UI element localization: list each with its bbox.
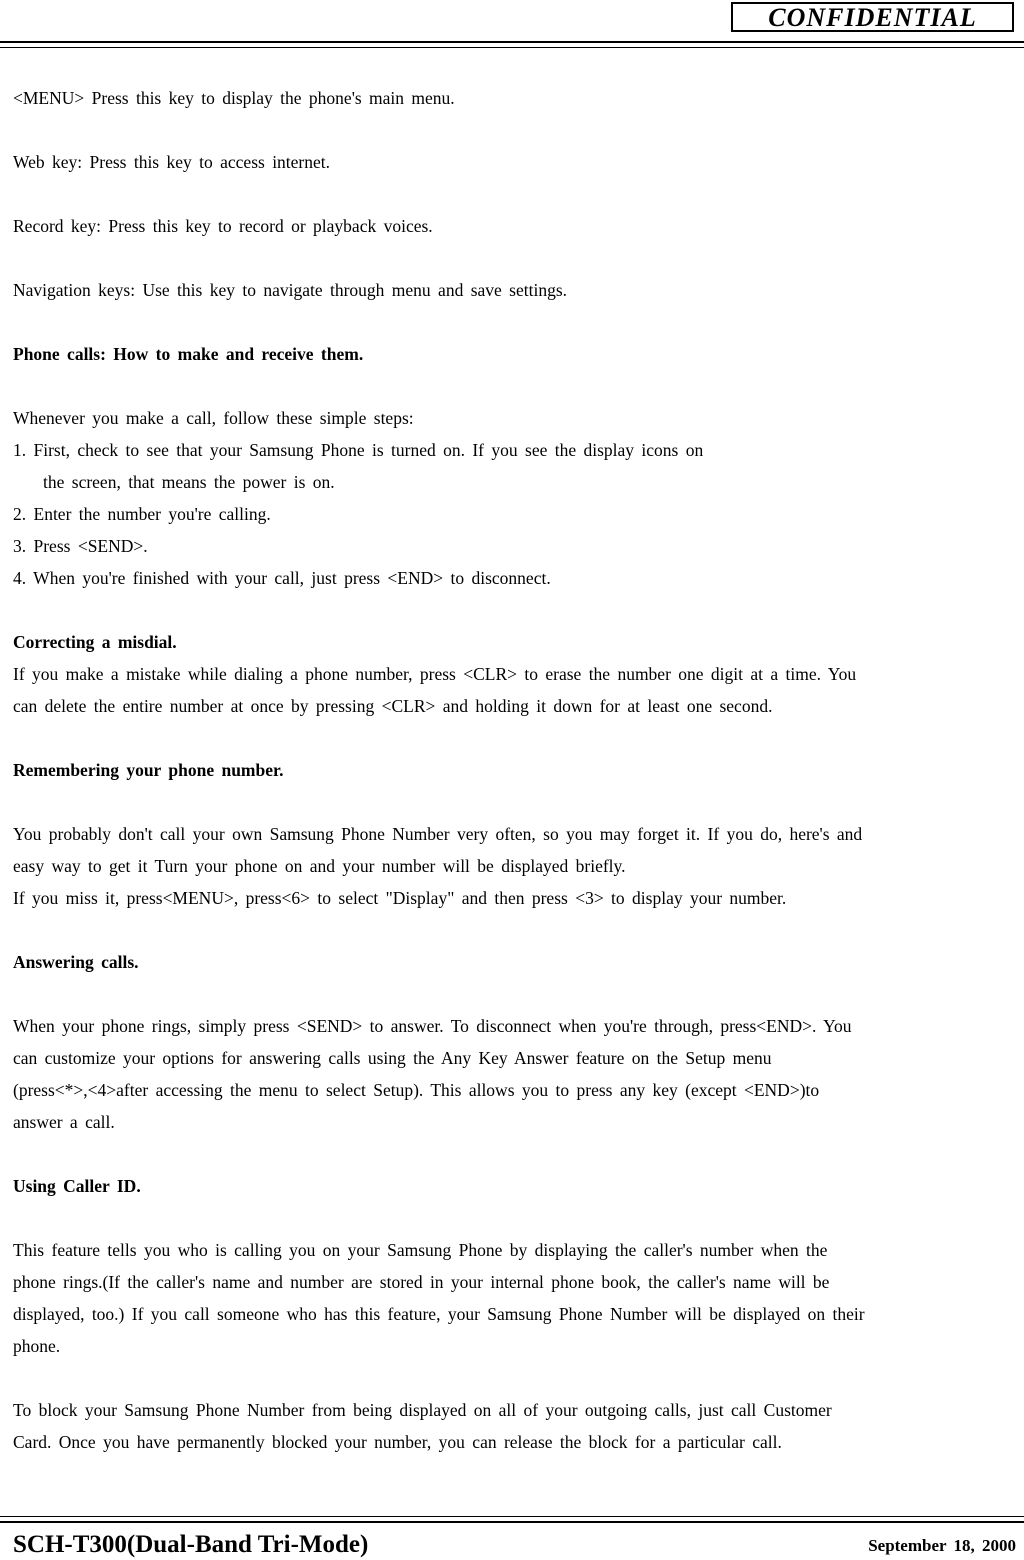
menu-key-text: <MENU> Press this key to display the phone's main menu.: [13, 88, 455, 108]
heading-answering-calls: Answering calls.: [13, 952, 139, 972]
paragraph-line: If you make a mistake while dialing a phone number, press <CLR> to erase the number one digit at a time. You: [13, 664, 857, 684]
footer-rule: [0, 1521, 1024, 1523]
paragraph-line: (press<*>,<4>after accessing the menu to select Setup). This allows you to press any key (except <END>)to: [13, 1080, 820, 1100]
paragraph-line: When your phone rings, simply press <SEND> to answer. To disconnect when you're through, press<END>. You: [13, 1016, 852, 1036]
paragraph-line: Whenever you make a call, follow these simple steps:: [13, 408, 414, 428]
paragraph-line: answer a call.: [13, 1112, 115, 1132]
paragraph-line: You probably don't call your own Samsung Phone Number very often, so you may forget it. If you do, here's and: [13, 824, 863, 844]
paragraph-line: can customize your options for answering calls using the Any Key Answer feature on the Setup menu: [13, 1048, 772, 1068]
paragraph-line: phone rings.(If the caller's name and number are stored in your internal phone book, the caller's name will be: [13, 1272, 830, 1292]
header-rule-thin: [0, 47, 1024, 48]
heading-remembering-number: Remembering your phone number.: [13, 760, 284, 780]
step-1: 1. First, check to see that your Samsung Phone is turned on. If you see the display icons on: [13, 440, 704, 460]
paragraph-line: Card. Once you have permanently blocked your number, you can release the block for a particular call.: [13, 1432, 782, 1452]
navigation-keys-text: Navigation keys: Use this key to navigate through menu and save settings.: [13, 280, 568, 300]
record-key-text: Record key: Press this key to record or playback voices.: [13, 216, 433, 236]
step-1-continued: the screen, that means the power is on.: [43, 472, 335, 492]
heading-caller-id: Using Caller ID.: [13, 1176, 141, 1196]
heading-phone-calls: Phone calls: How to make and receive them.: [13, 344, 364, 364]
header-rule: [0, 41, 1024, 43]
paragraph-line: phone.: [13, 1336, 61, 1356]
web-key-text: Web key: Press this key to access internet.: [13, 152, 331, 172]
paragraph-line: displayed, too.) If you call someone who has this feature, your Samsung Phone Number will be displayed on their: [13, 1304, 865, 1324]
step-4: 4. When you're finished with your call, just press <END> to disconnect.: [13, 568, 551, 588]
footer-model: SCH-T300(Dual-Band Tri-Mode): [13, 1531, 369, 1558]
step-2: 2. Enter the number you're calling.: [13, 504, 271, 524]
paragraph-line: To block your Samsung Phone Number from being displayed on all of your outgoing calls, just call Customer: [13, 1400, 832, 1420]
paragraph-line: can delete the entire number at once by pressing <CLR> and holding it down for at least one second.: [13, 696, 773, 716]
paragraph-line: easy way to get it Turn your phone on and your number will be displayed briefly.: [13, 856, 626, 876]
footer-date: September 18, 2000: [868, 1536, 1016, 1555]
paragraph-line: This feature tells you who is calling you on your Samsung Phone by displaying the caller's number when the: [13, 1240, 828, 1260]
confidential-label: CONFIDENTIAL: [731, 2, 1014, 32]
paragraph-line: If you miss it, press<MENU>, press<6> to select "Display" and then press <3> to display your number.: [13, 888, 787, 908]
footer-rule-thin: [0, 1516, 1024, 1517]
heading-correcting-misdial: Correcting a misdial.: [13, 632, 177, 652]
step-3: 3. Press <SEND>.: [13, 536, 148, 556]
